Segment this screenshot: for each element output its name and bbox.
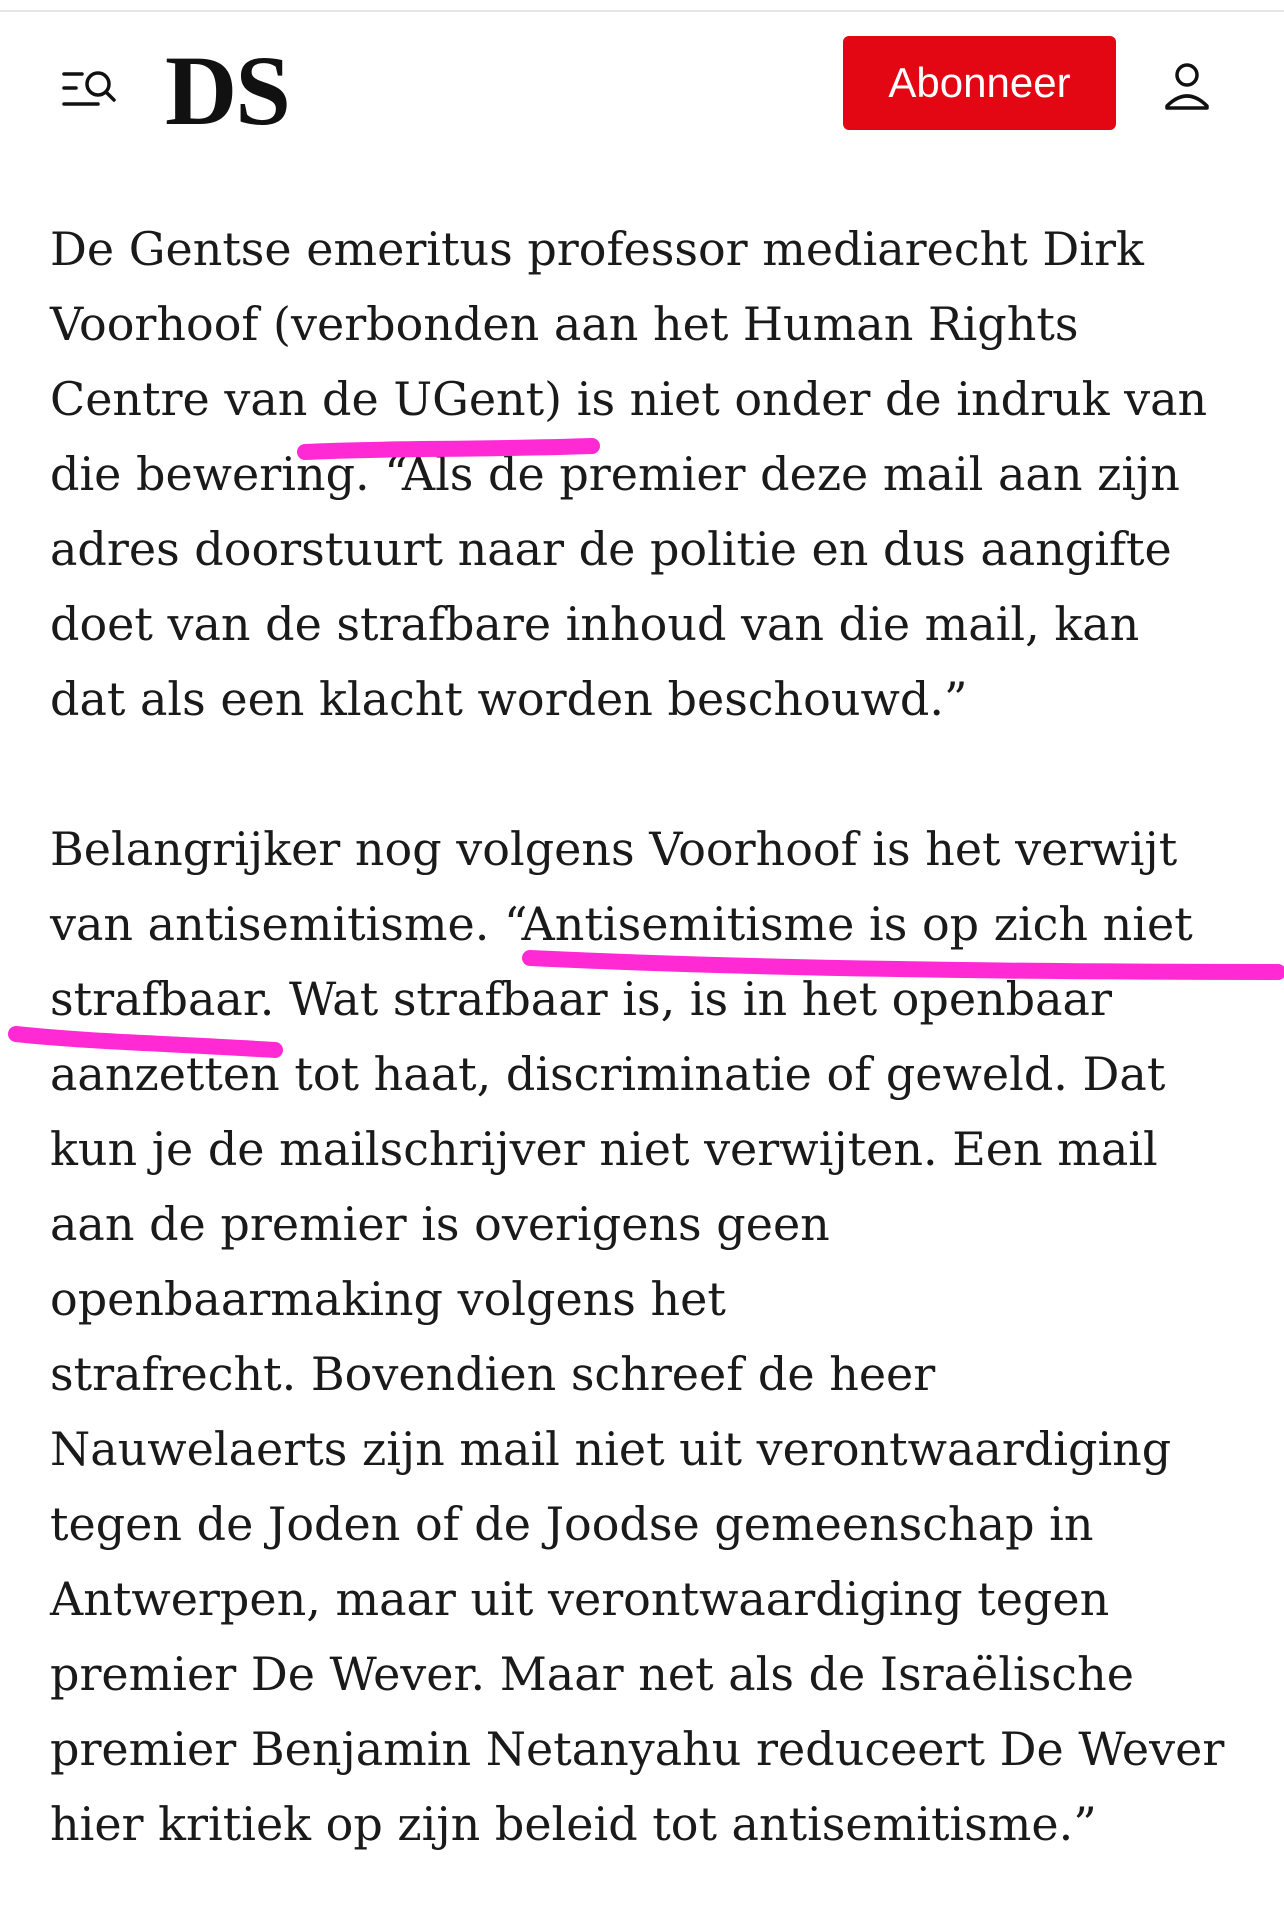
text-line: premier Benjamin Netanyahu reduceert De Wever xyxy=(50,1722,1225,1776)
text-line: premier De Wever. Maar net als de Israëlische xyxy=(50,1647,1134,1701)
text-line: kun je de mailschrijver niet verwijten. Een mail xyxy=(50,1122,1158,1176)
site-logo[interactable]: DS xyxy=(165,35,289,146)
top-divider xyxy=(0,0,1284,12)
text-line: Nauwelaerts zijn mail niet uit verontwaardiging xyxy=(50,1422,1172,1476)
text-line: openbaarmaking volgens het xyxy=(50,1272,726,1326)
text-line: dat als een klacht worden beschouwd.” xyxy=(50,672,968,726)
text-line: Antwerpen, maar uit verontwaardiging tegen xyxy=(50,1572,1110,1626)
text-line: strafbaar. Wat strafbaar is, is in het openbaar xyxy=(50,972,1112,1026)
text-line: strafrecht. Bovendien schreef de heer xyxy=(50,1347,936,1401)
text-line: die bewering. “Als de premier deze mail aan zijn xyxy=(50,447,1180,501)
subscribe-button[interactable]: Abonneer xyxy=(843,36,1116,130)
text-line: hier kritiek op zijn beleid tot antisemitisme.” xyxy=(50,1797,1097,1851)
user-icon[interactable] xyxy=(1163,62,1211,114)
site-header xyxy=(0,12,1284,162)
text-line: Belangrijker nog volgens Voorhoof is het verwijt xyxy=(50,822,1178,876)
text-line: tegen de Joden of de Joodse gemeenschap in xyxy=(50,1497,1094,1551)
text-line: doet van de strafbare inhoud van die mail, kan xyxy=(50,597,1140,651)
text-line: aanzetten tot haat, discriminatie of geweld. Dat xyxy=(50,1047,1166,1101)
article-body xyxy=(50,212,1250,1862)
text-line: adres doorstuurt naar de politie en dus aangifte xyxy=(50,522,1172,576)
text-line: Voorhoof (verbonden aan het Human Rights xyxy=(50,297,1079,351)
article-paragraph-1 xyxy=(50,212,1250,737)
menu-search-icon[interactable] xyxy=(62,66,128,116)
text-line: Centre van de UGent) is niet onder de indruk van xyxy=(50,372,1208,426)
text-line: van antisemitisme. “Antisemitisme is op zich niet xyxy=(50,897,1193,951)
article-paragraph-2 xyxy=(50,812,1250,1862)
text-line: De Gentse emeritus professor mediarecht Dirk xyxy=(50,222,1144,276)
text-line: aan de premier is overigens geen xyxy=(50,1197,830,1251)
